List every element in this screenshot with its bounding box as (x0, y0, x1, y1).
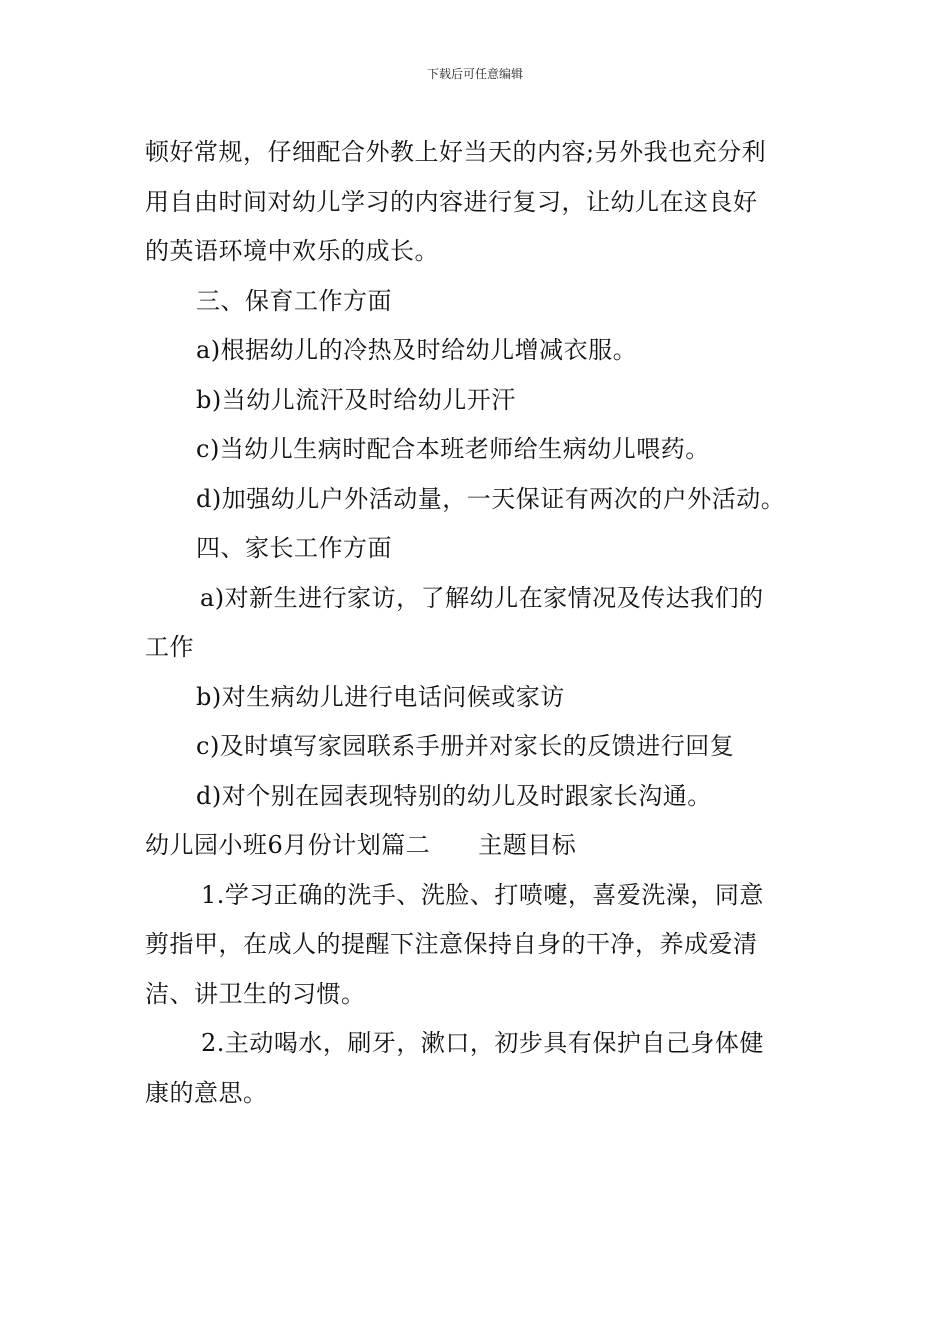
paragraph-line: 顿好常规，仔细配合外教上好当天的内容;另外我也充分利 (145, 138, 767, 166)
list-item: d)对个别在园表现特别的幼儿及时跟家长沟通。 (196, 781, 712, 810)
goal-item: 2.主动喝水，刷牙，漱口，初步具有保护自己身体健 (201, 1029, 764, 1057)
goal-item: 1.学习正确的洗手、洗脸、打喷嚏，喜爱洗澡，同意 (201, 880, 764, 909)
plan-subtitle: 主题目标 (478, 831, 577, 859)
list-item: d)加强幼儿户外活动量，一天保证有两次的户外活动。 (196, 484, 786, 513)
document-body (145, 128, 813, 1118)
list-item: b)对生病幼儿进行电话问候或家访 (196, 682, 565, 711)
paragraph-line: 的英语环境中欢乐的成长。 (145, 237, 439, 265)
page-header: 下载后可任意编辑 (426, 67, 523, 81)
goal-item-continuation: 康的意思。 (145, 1078, 268, 1107)
list-item-continuation: 工作 (145, 633, 194, 661)
goal-item-continuation: 洁、讲卫生的习惯。 (145, 979, 366, 1008)
plan-title: 幼儿园小班6月份计划篇二 (145, 831, 431, 859)
list-item: a)根据幼儿的冷热及时给幼儿增减衣服。 (196, 336, 638, 364)
goal-item-continuation: 剪指甲，在成人的提醒下注意保持自身的干净，养成爱清 (145, 930, 758, 958)
paragraph-line: 用自由时间对幼儿学习的内容进行复习，让幼儿在这良好 (145, 187, 758, 216)
list-item: c)及时填写家园联系手册并对家长的反馈进行回复 (196, 732, 735, 760)
list-item: c)当幼儿生病时配合本班老师给生病幼儿喂药。 (196, 435, 710, 463)
plan-title-line (145, 821, 813, 871)
list-item: b)当幼儿流汗及时给幼儿开汗 (196, 385, 516, 414)
section-heading-parents: 四、家长工作方面 (196, 534, 392, 562)
section-heading-childcare: 三、保育工作方面 (196, 286, 392, 315)
list-item: a)对新生进行家访，了解幼儿在家情况及传达我们的 (200, 583, 764, 612)
